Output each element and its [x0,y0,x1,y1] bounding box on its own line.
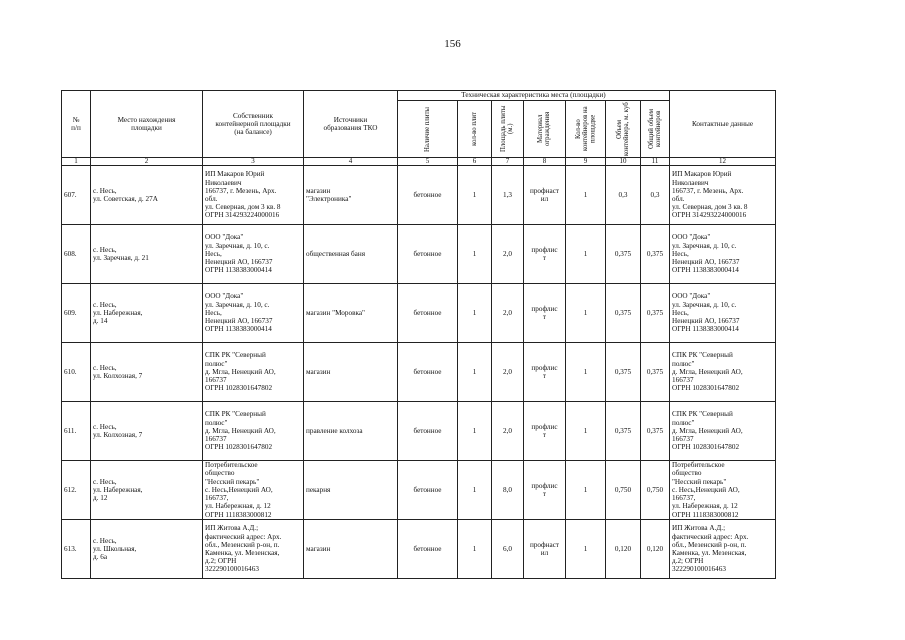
container-count-cell: 1 [566,520,606,579]
table-row [62,166,776,225]
header-num: № п/п [62,91,91,158]
column-number-row [62,158,776,166]
col-number: 12 [670,158,776,166]
slab-count-cell: 1 [458,343,492,402]
table-row [62,343,776,402]
contacts-cell: Потребительское общество "Несский пекарь" с. Несь,Ненецкий АО, 166737, ул. Набережная, д. 12 ОГРН 1118383000812 [670,461,776,520]
header-container-count: Кол-во контейнеров на площадке [566,101,606,158]
slab-area-cell: 6,0 [492,520,524,579]
location-cell: с. Несь, ул. Заречная, д. 21 [91,225,203,284]
container-count-cell: 1 [566,166,606,225]
slab-count-cell: 1 [458,402,492,461]
col-number: 10 [606,158,641,166]
header-slab-area: Площадь плиты (м.) [492,101,524,158]
row-number: 607. [62,166,91,225]
table-body [62,166,776,579]
location-cell: с. Несь, ул. Набережная, д. 12 [91,461,203,520]
fence-cell: профнаст ил [524,520,566,579]
fence-cell: профнаст ил [524,166,566,225]
row-number: 613. [62,520,91,579]
row-number: 609. [62,284,91,343]
header-tech-group: Техническая характеристика места (площадки) [398,91,670,101]
slab-area-cell: 2,0 [492,402,524,461]
total-volume-cell: 0,120 [641,520,670,579]
slab-count-cell: 1 [458,461,492,520]
table-header [62,91,776,166]
container-count-cell: 1 [566,461,606,520]
owner-cell: ИП Макаров Юрий Николаевич 166737, г. Мезень, Арх. обл. ул. Северная, дом 3 кв. 8 ОГРН 314293224000016 [203,166,304,225]
total-volume-cell: 0,375 [641,402,670,461]
col-number: 6 [458,158,492,166]
col-number: 11 [641,158,670,166]
slab-cell: бетонное [398,225,458,284]
row-number: 612. [62,461,91,520]
slab-cell: бетонное [398,402,458,461]
container-volume-cell: 0,750 [606,461,641,520]
location-cell: с. Несь, ул. Советская, д. 27А [91,166,203,225]
slab-count-cell: 1 [458,284,492,343]
contacts-cell: СПК РК "Северный полюс" д. Мгла, Ненецкий АО, 166737 ОГРН 1028301647802 [670,343,776,402]
total-volume-cell: 0,750 [641,461,670,520]
source-cell: магазин "Моровка" [304,284,398,343]
container-volume-cell: 0,375 [606,284,641,343]
slab-count-cell: 1 [458,225,492,284]
col-number: 7 [492,158,524,166]
table-row [62,225,776,284]
location-cell: с. Несь, ул. Колхозная, 7 [91,402,203,461]
owner-cell: Потребительское общество "Несский пекарь" с. Несь,Ненецкий АО, 166737, ул. Набережная, д. 12 ОГРН 1118383000812 [203,461,304,520]
source-cell: магазин "Электроника" [304,166,398,225]
container-volume-cell: 0,3 [606,166,641,225]
col-number: 4 [304,158,398,166]
contacts-cell: ИП Житова А.Д.; фактический адрес: Арх. обл., Мезенский р-он, п. Каменка, ул. Мезенская, д.2; ОГРН 322290100016463 [670,520,776,579]
total-volume-cell: 0,375 [641,225,670,284]
slab-cell: бетонное [398,461,458,520]
source-cell: правление колхоза [304,402,398,461]
slab-area-cell: 1,3 [492,166,524,225]
header-place: Место нахождения площадки [91,91,203,158]
contacts-cell: ООО "Дока" ул. Заречная, д. 10, с. Несь, Ненецкий АО, 166737 ОГРН 1138383000414 [670,225,776,284]
container-volume-cell: 0,375 [606,225,641,284]
location-cell: с. Несь, ул. Школьная, д. 6а [91,520,203,579]
contacts-cell: ООО "Дока" ул. Заречная, д. 10, с. Несь, Ненецкий АО, 166737 ОГРН 1138383000414 [670,284,776,343]
container-count-cell: 1 [566,284,606,343]
col-number: 8 [524,158,566,166]
owner-cell: ООО "Дока" ул. Заречная, д. 10, с. Несь, Ненецкий АО, 166737 ОГРН 1138383000414 [203,225,304,284]
slab-area-cell: 2,0 [492,343,524,402]
owner-cell: ИП Житова А.Д.; фактический адрес: Арх. обл., Мезенский р-он, п. Каменка, ул. Мезенская, д.2; ОГРН 322290100016463 [203,520,304,579]
page-number: 156 [444,38,461,50]
row-number: 608. [62,225,91,284]
header-container-volume: Объем контейнера, м. куб [606,101,641,158]
container-count-cell: 1 [566,225,606,284]
slab-area-cell: 8,0 [492,461,524,520]
contacts-cell: ИП Макаров Юрий Николаевич 166737, г. Мезень, Арх. обл. ул. Северная, дом 3 кв. 8 ОГРН 314293224000016 [670,166,776,225]
location-cell: с. Несь, ул. Колхозная, 7 [91,343,203,402]
table-row [62,284,776,343]
fence-cell: профлис т [524,225,566,284]
col-number: 5 [398,158,458,166]
owner-cell: ООО "Дока" ул. Заречная, д. 10, с. Несь, Ненецкий АО, 166737 ОГРН 1138383000414 [203,284,304,343]
contacts-cell: СПК РК "Северный полюс" д. Мгла, Ненецкий АО, 166737 ОГРН 1028301647802 [670,402,776,461]
container-volume-cell: 0,120 [606,520,641,579]
total-volume-cell: 0,3 [641,166,670,225]
slab-cell: бетонное [398,520,458,579]
fence-cell: профлис т [524,461,566,520]
fence-cell: профлис т [524,284,566,343]
container-count-cell: 1 [566,343,606,402]
slab-area-cell: 2,0 [492,284,524,343]
waste-sites-table [61,90,776,579]
location-cell: с. Несь, ул. Набережная, д. 14 [91,284,203,343]
table-row [62,402,776,461]
header-fence: Материал ограждения [524,101,566,158]
table-row [62,520,776,579]
header-contacts: Контактные данные [670,91,776,158]
col-number: 2 [91,158,203,166]
total-volume-cell: 0,375 [641,284,670,343]
owner-cell: СПК РК "Северный полюс" д. Мгла, Ненецкий АО, 166737 ОГРН 1028301647802 [203,402,304,461]
header-source: Источники образования ТКО [304,91,398,158]
total-volume-cell: 0,375 [641,343,670,402]
source-cell: магазин [304,343,398,402]
header-slab-count: кол-во плит [458,101,492,158]
source-cell: магазин [304,520,398,579]
container-volume-cell: 0,375 [606,402,641,461]
fence-cell: профлис т [524,402,566,461]
fence-cell: профлис т [524,343,566,402]
header-owner: Собственник контейнерной площадки (на балансе) [203,91,304,158]
slab-cell: бетонное [398,284,458,343]
slab-count-cell: 1 [458,166,492,225]
source-cell: пекарня [304,461,398,520]
header-slab: Наличие плиты [398,101,458,158]
header-total-volume: Общий объем контейнеров [641,101,670,158]
slab-cell: бетонное [398,166,458,225]
col-number: 1 [62,158,91,166]
slab-cell: бетонное [398,343,458,402]
owner-cell: СПК РК "Северный полюс" д. Мгла, Ненецкий АО, 166737 ОГРН 1028301647802 [203,343,304,402]
source-cell: общественная баня [304,225,398,284]
table-row [62,461,776,520]
row-number: 610. [62,343,91,402]
col-number: 9 [566,158,606,166]
slab-area-cell: 2,0 [492,225,524,284]
container-count-cell: 1 [566,402,606,461]
col-number: 3 [203,158,304,166]
container-volume-cell: 0,375 [606,343,641,402]
row-number: 611. [62,402,91,461]
slab-count-cell: 1 [458,520,492,579]
